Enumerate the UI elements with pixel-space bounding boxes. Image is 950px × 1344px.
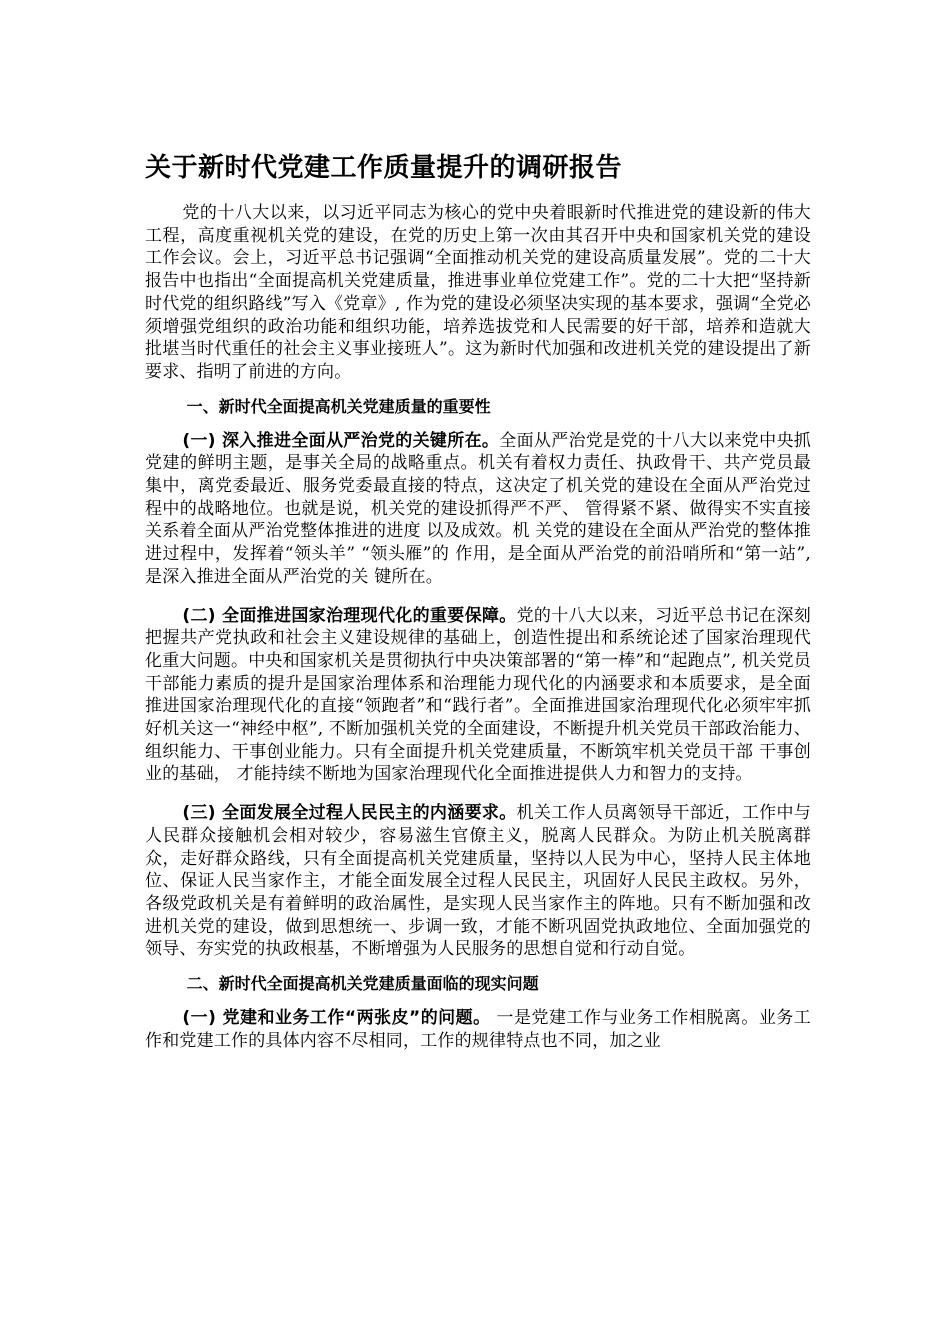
section-1-paragraph-3 [145, 802, 811, 961]
section-2-heading: 二、新时代全面提高机关党建质量面临的现实问题 [186, 974, 539, 994]
section-1-paragraph-2 [145, 605, 811, 787]
document-title: 关于新时代党建工作质量提升的调研报告 [145, 153, 623, 183]
spacer [145, 961, 811, 973]
section-1-paragraph-1 [145, 430, 811, 589]
spacer [145, 786, 811, 802]
paragraph-body: 机关工作人员离领导干部近，工作中与人民群众接触机会相对较少，容易滋生官僚主义，脱离人民群众。为防止机关脱离群众，走好群众路线，只有全面提高机关党建质量，坚持以人民为中心，坚持人民主体地位、保证人民当家作主，才能全面发展全过程人民民主，巩固好人民民主政权。另外，各级党政机关是有着鲜明的政治属性，是实现人民当家作主的阵地。只有不断加强和改进机关党的建设，做到思想统一、步调一致，才能不断巩固党执政地位、全面加强党的领导、夯实党的执政根基，不断增强为人民服务的思想自觉和行动自觉。 [145, 803, 811, 960]
paragraph-body: 党的十八大以来，习近平总书记在深刻把握共产党执政和社会主义建设规律的基础上，创造性提出和系统论述了国家治理现代化重大问题。中央和国家机关是贯彻执行中央决策部署的“第一棒”和“起跑点”, 机关党员干部能力素质的提升是国家治理体系和治理能力现代化的内涵要求和本质要求，是全面推进国家治理现代化的直接“领跑者”和“践行者”。全面推进国家治理现代化必须牢牢抓好机关这一“神经中枢”, 不断加强机关党的全面建设，不断提升机关党员干部政治能力、组织能力、干事创业能力。只有全面提升机关党建质量，不断筑牢机关党员干部 干事创业的基础， 才能持续不断地为国家治理现代化全面推进提供人力和智力的支持。 [145, 605, 811, 785]
section-1-heading: 一、新时代全面提高机关党建质量的重要性 [186, 396, 491, 416]
spacer [145, 995, 811, 1007]
spacer [145, 418, 811, 430]
paragraph-lead: (三) 全面发展全过程人民民主的内涵要求。 [182, 803, 517, 824]
intro-paragraph: 党的十八大以来，以习近平同志为核心的党中央着眼新时代推进党的建设新的伟大工程，高度重视机关党的建设，在党的历史上第一次由其召开中央和国家机关党的建设工作会议。会上，习近平总书记强调“全面推动机关党的建设高质量发展”。党的二十大报告中也指出“全面提高机关党建质量，推进事业单位党建工作”。党的二十大把“坚持新时代党的组织路线”写入《党章》, 作为党的建设必须坚决实现的基本要求，强调“全党必须增强党组织的政治功能和组织功能，培养选拔党和人民需要的好干部，培养和造就大批堪当时代重任的社会主义事业接班人”。这为新时代加强和改进机关党的建设提出了新要求、指明了前进的方向。 [145, 203, 811, 382]
spacer [145, 384, 811, 396]
paragraph-lead: (一) 深入推进全面从严治党的关键所在。 [182, 430, 500, 451]
paragraph-lead: (二) 全面推进国家治理现代化的重要保障。 [182, 605, 517, 626]
paragraph-body: 一是党建工作与业务工作相脱离。业务工作和党建工作的具体内容不尽相同，工作的规律特点也不同，加之业 [145, 1008, 811, 1051]
paragraph-lead: (一) 党建和业务工作“两张皮”的问题。 [182, 1008, 491, 1029]
document-page [145, 150, 811, 1053]
paragraph-body: 全面从严治党是党的十八大以来党中央抓党建的鲜明主题，是事关全局的战略重点。机关有着权力责任、执政骨干、共产党员最集中，离党委最近、服务党委最直接的特点，这决定了机关党的建设在全面从严治党过程中的战略地位。也就是说，机关党的建设抓得严不严、 管得紧不紧、做得实不实直接关系着全面从严治党整体推进的进度 以及成效。机 关党的建设在全面从严治党的整体推进过程中，发挥着“领头羊” “领头雁”的 作用，是全面从严治党的前沿哨所和“第一站”, 是深入推进全面从严治党的关 键所在。 [145, 430, 811, 587]
spacer [145, 589, 811, 605]
section-2-paragraph-1 [145, 1007, 811, 1052]
